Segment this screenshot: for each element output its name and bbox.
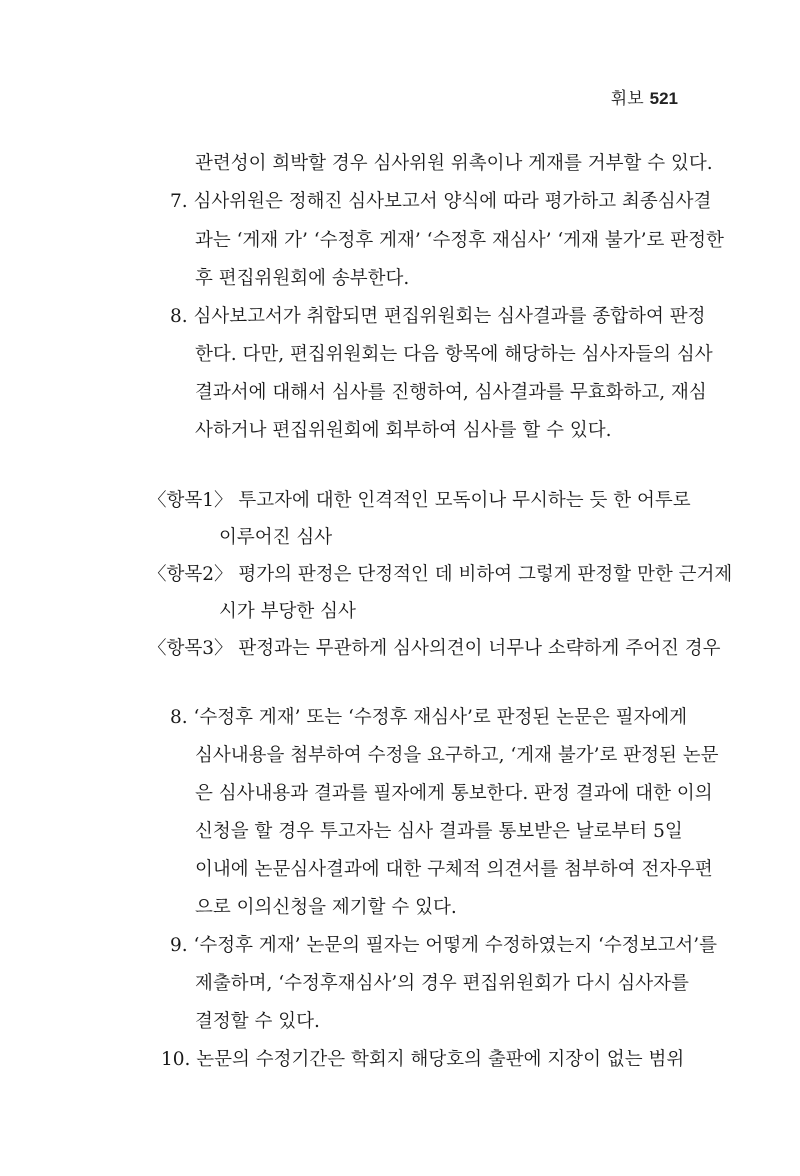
intro-line: 관련성이 희박할 경우 심사위원 위촉이나 게재를 거부할 수 있다. — [195, 153, 713, 174]
running-header — [611, 84, 678, 109]
criterion2-line-1: 〈항목2〉 평가의 판정은 단정적인 데 비하여 그렇게 판정할 만한 근거제 — [148, 564, 733, 585]
item8b-line-1: 8. ‘수정후 게재’ 또는 ‘수정후 재심사’로 판정된 논문은 필자에게 — [170, 707, 688, 728]
item7-line-1: 7. 심사위원은 정해진 심사보고서 양식에 따라 평가하고 최종심사결 — [170, 191, 712, 212]
item8b-line-6: 으로 이의신청을 제기할 수 있다. — [195, 897, 457, 918]
item9-line-2: 제출하며, ‘수정후재심사’의 경우 편집위원회가 다시 심사자를 — [195, 973, 689, 994]
item7-line-2: 과는 ‘게재 가’ ‘수정후 게재’ ‘수정후 재심사’ ‘게재 불가’로 판정한 — [195, 230, 724, 251]
item8b-line-2: 심사내용을 첨부하여 수정을 요구하고, ‘게재 불가’로 판정된 논문 — [195, 745, 719, 766]
section-title: 휘보 — [610, 89, 644, 108]
item8b-line-4: 신청을 할 경우 투고자는 심사 결과를 통보받은 날로부터 5일 — [195, 821, 683, 842]
criterion2-line-2: 시가 부당한 심사 — [219, 601, 356, 622]
item8b-line-5: 이내에 논문심사결과에 대한 구체적 의견서를 첨부하여 전자우편 — [195, 859, 713, 880]
page-number: 521 — [649, 89, 678, 108]
item8a-line-4: 사하거나 편집위원회에 회부하여 심사를 할 수 있다. — [195, 420, 612, 441]
item8a-line-3: 결과서에 대해서 심사를 진행하여, 심사결과를 무효화하고, 재심 — [195, 382, 707, 403]
item7-line-3: 후 편집위원회에 송부한다. — [195, 268, 410, 289]
item8b-line-3: 은 심사내용과 결과를 필자에게 통보한다. 판정 결과에 대한 이의 — [195, 783, 713, 804]
criterion3-line-1: 〈항목3〉 판정과는 무관하게 심사의견이 너무나 소략하게 주어진 경우 — [148, 638, 721, 659]
item8a-line-2: 한다. 다만, 편집위원회는 다음 항목에 해당하는 심사자들의 심사 — [195, 344, 713, 365]
item9-line-3: 결정할 수 있다. — [195, 1011, 320, 1032]
item9-line-1: 9. ‘수정후 게재’ 논문의 필자는 어떻게 수정하였는지 ‘수정보고서’를 — [170, 935, 717, 956]
criterion1-line-1: 〈항목1〉 투고자에 대한 인격적인 모독이나 무시하는 듯 한 어투로 — [148, 490, 691, 511]
criterion1-line-2: 이루어진 심사 — [219, 527, 333, 548]
item8a-line-1: 8. 심사보고서가 취합되면 편집위원회는 심사결과를 종합하여 판정 — [170, 306, 706, 327]
item10-line-1: 10. 논문의 수정기간은 학회지 해당호의 출판에 지장이 없는 범위 — [161, 1049, 685, 1070]
